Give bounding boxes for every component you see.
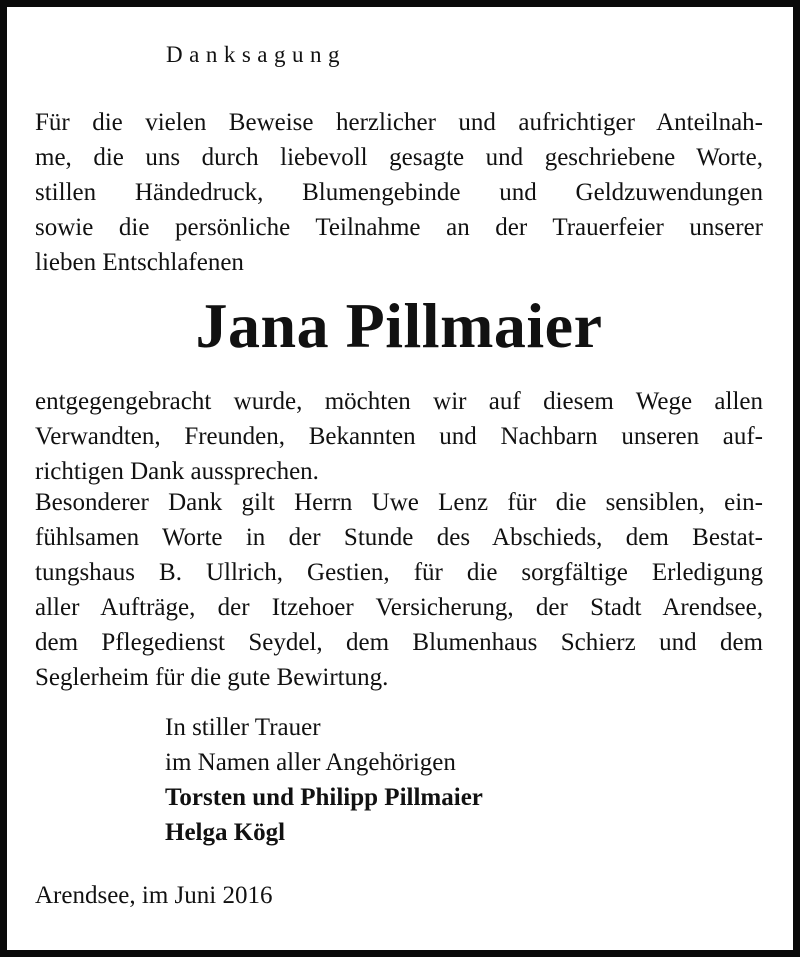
thanks-paragraph (35, 384, 763, 489)
text-line: Besonderer Dank gilt Herrn Uwe Lenz für die sensiblen, ein- (35, 489, 763, 516)
deceased-name: Jana Pillmaier (195, 290, 603, 361)
text-line: entgegengebracht wurde, möchten wir auf diesem Wege allen (35, 388, 763, 415)
text-line: dem Pflegedienst Seydel, dem Blumenhaus Schierz und dem (35, 629, 763, 656)
text-line: Verwandten, Freunden, Bekannten und Nachbarn unseren auf- (35, 423, 763, 450)
closing-line: In stiller Trauer (165, 714, 321, 741)
text-line: richtigen Dank aussprechen. (35, 458, 319, 485)
text-line: Seglerheim für die gute Bewirtung. (35, 664, 389, 691)
closing-block (165, 710, 483, 850)
signer-name: Helga Kögl (165, 819, 286, 846)
signer-name: Torsten und Philipp Pillmaier (165, 784, 483, 811)
text-line: aller Aufträge, der Itzehoer Versicherung, der Stadt Arendsee, (35, 594, 763, 621)
text-line: lieben Entschlafenen (35, 249, 244, 276)
text-line: fühlsamen Worte in der Stunde des Abschieds, dem Bestat- (35, 524, 763, 551)
text-line: tungshaus B. Ullrich, Gestien, für die sorgfältige Erledigung (35, 559, 763, 586)
closing-line: im Namen aller Angehörigen (165, 749, 456, 776)
special-thanks-paragraph (35, 485, 763, 695)
text-line: sowie die persönliche Teilnahme an der Trauerfeier unserer (35, 214, 763, 241)
text-line: Für die vielen Beweise herzlicher und aufrichtiger Anteilnah- (35, 109, 763, 136)
notice-content (35, 0, 763, 957)
place-date: Arendsee, im Juni 2016 (35, 882, 273, 909)
text-line: stillen Händedruck, Blumengebinde und Geldzuwendungen (35, 179, 763, 206)
text-line: me, die uns durch liebevoll gesagte und geschriebene Worte, (35, 144, 763, 171)
notice-heading: Danksagung (166, 42, 346, 67)
intro-paragraph (35, 105, 763, 280)
